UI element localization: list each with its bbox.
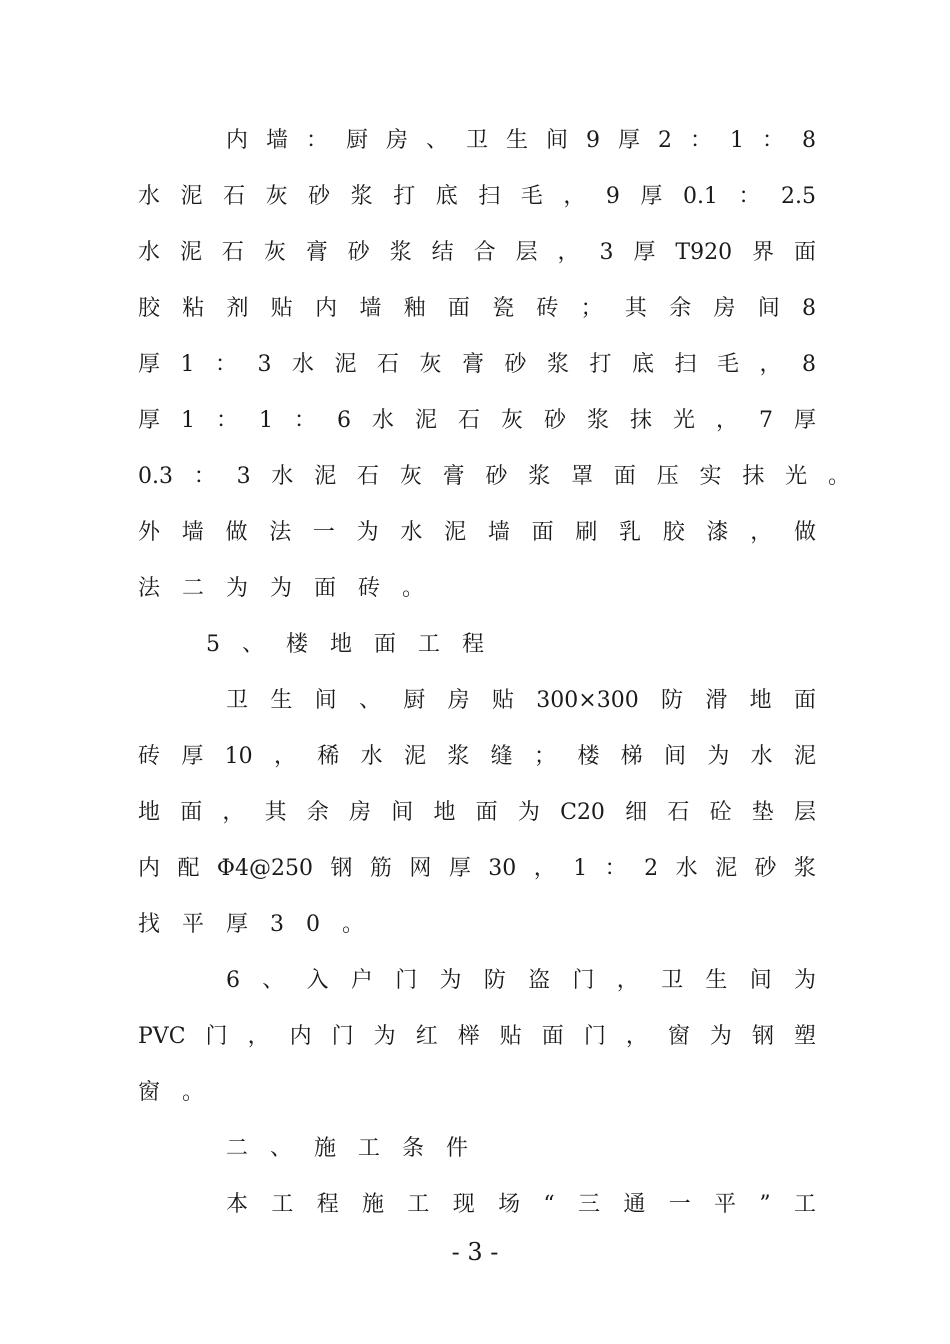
section-heading: 二、施工条件	[226, 1136, 491, 1161]
paragraph-line: 胶粘剂贴内墙釉面瓷砖；其余房间8	[138, 296, 816, 321]
paragraph-line: 水泥石灰砂浆打底扫毛，9厚0.1：2.5	[138, 184, 816, 209]
paragraph-line: 水泥石灰膏砂浆结合层，3厚T920界面	[138, 240, 816, 265]
paragraph-line: 6、入户门为防盗门，卫生间为	[226, 968, 816, 993]
paragraph-line: 砖厚10，稀水泥浆缝；楼梯间为水泥	[138, 744, 816, 769]
paragraph-line: PVC门，内门为红榉贴面门，窗为钢塑	[138, 1024, 816, 1049]
paragraph-line: 内墙：厨房、卫生间9厚2：1：8	[226, 128, 816, 153]
paragraph-line: 0.3：3水泥石灰膏砂浆罩面压实抹光。	[138, 464, 850, 489]
section-heading: 5、楼地面工程	[206, 632, 506, 657]
paragraph-line: 内配Φ4@250钢筋网厚30，1：2水泥砂浆	[138, 856, 816, 881]
paragraph-line: 外墙做法一为水泥墙面刷乳胶漆，做	[138, 520, 816, 545]
page-number: - 3 -	[451, 1238, 499, 1266]
paragraph-line: 地面，其余房间地面为C20细石砼垫层	[138, 800, 816, 825]
paragraph-line: 卫生间、厨房贴300×300防滑地面	[226, 688, 816, 713]
paragraph-line: 厚1：3水泥石灰膏砂浆打底扫毛，8	[138, 352, 816, 377]
paragraph-line: 找平厚30。	[138, 912, 386, 937]
paragraph-line: 法二为为面砖。	[138, 576, 447, 601]
paragraph-line: 本工程施工现场“三通一平”工	[226, 1192, 816, 1217]
paragraph-line: 厚1：1：6水泥石灰砂浆抹光，7厚	[138, 408, 816, 433]
paragraph-line: 窗。	[138, 1080, 227, 1105]
